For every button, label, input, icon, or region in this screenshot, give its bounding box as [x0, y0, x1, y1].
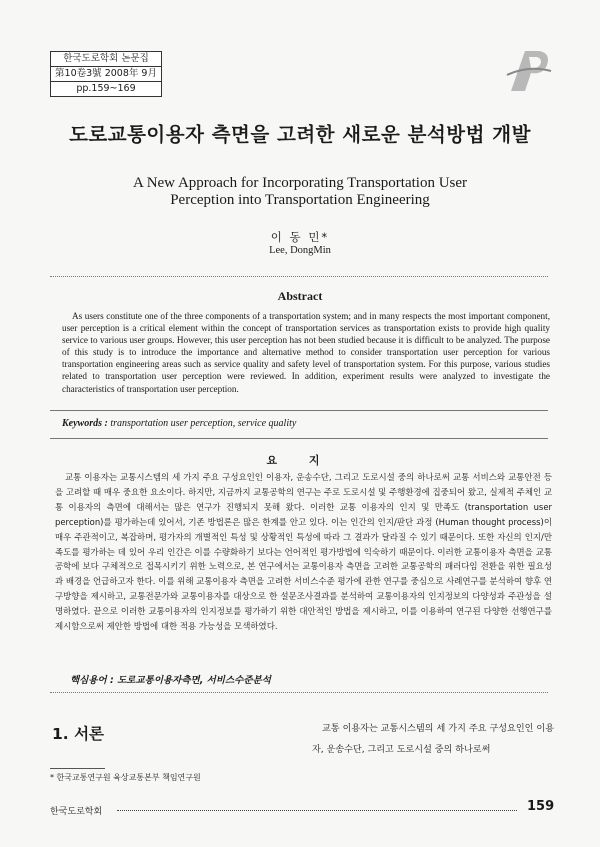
- korean-abstract-heading: 요 지: [266, 454, 334, 467]
- section-body: [312, 719, 554, 761]
- divider: [50, 692, 548, 693]
- abstract-body: [62, 310, 550, 395]
- keywords: [62, 418, 296, 429]
- divider: [50, 276, 548, 277]
- keywords-label: Keywords :: [62, 418, 108, 429]
- title-english: A New Approach for Incorporating Transportation User Perception into Transportation Engineering: [132, 175, 468, 208]
- divider: [50, 410, 548, 411]
- journal-info-box: [50, 51, 162, 97]
- author-english: Lee, DongMin: [269, 245, 331, 256]
- road-society-logo-icon: [503, 45, 553, 95]
- journal-name: 한국도로학회 논문집: [51, 52, 161, 67]
- abstract-heading: Abstract: [277, 289, 323, 303]
- journal-pages: pp.159~169: [76, 83, 136, 94]
- section-text: 교통 이용자는 교통시스템의 세 가지 주요 구성요인인 이용자, 운송수단, 그리고 도로시설 중의 하나로써: [312, 724, 554, 755]
- footnote: * 한국교통연구원 육상교통본부 책임연구원: [50, 773, 201, 782]
- korean-abstract-body: [55, 470, 552, 634]
- author-korean: 이 동 민*: [270, 230, 330, 244]
- title-korean: 도로교통이용자 측면을 고려한 새로운 분석방법 개발: [69, 123, 531, 146]
- keywords-text: transportation user perception, service quality: [110, 418, 297, 429]
- footer-divider: [117, 810, 517, 811]
- journal-issue: 第10卷3號 2008年 9月: [51, 67, 161, 82]
- footer-society: 한국도로학회: [50, 807, 103, 817]
- footnote-divider: [50, 768, 105, 769]
- korean-keywords: 핵심용어 : 도로교통이용자측면, 서비스수준분석: [70, 675, 271, 686]
- section-title: 1. 서론: [52, 725, 105, 743]
- korean-abstract-text: 교통 이용자는 교통시스템의 세 가지 주요 구성요인인 이용자, 운송수단, 그리고 도로시설 중의 하나로써 교통 서비스와 교통안전 등을 고려할 때 매우 중요한 요소이다. 하지만, 지금까지 교통공학의 연구는 주로 도로시설 및 주행환경에 집중되어 왔고, 실제적 주체인 교통 이용자의 측면에 대해서는 많은 연구가 진행되지 못해 왔다. 이러한 교통 이용자의 인지 및 만족도 (transportation user perception)를 평가하는데 있어서, 기존 방법론은 많은 한계를 안고 있다. 이는 인간의 인지/판단 과정 (Human thought process)이 매우 주관적이고, 복잡하며, 평가자의 개별적인 특성 및 상황적인 특성에 따라 그 결과가 달라질 수 있기 때문이다. 또한 자신의 인지/만족도를 평가하는 데 있어 우리 인간은 이를 수량화하기 보다는 언어적인 평가방법에 익숙하기 때문이다. 이러한 교통이용자 측면을 교통공학에 보다 구체적으로 접목시키기 위한 노력으로, 본 연구에서는 교통이용자 측면을 고려한 교통공학의 패러다임 전환을 위한 필요성과 배경을 언급하고자 한다. 이를 위해 교통이용자 측면을 고려한 서비스수준 평가에 관한 연구를 중심으로 사례연구를 분석하여 향후 연구방향을 제시하고, 교통전문가와 교통이용자를 대상으로 한 설문조사결과를 분석하여 교통이용자의 인지정보의 다양성과 주관성을 설명하였다. 끝으로 이러한 교통이용자의 인지정보를 평가하기 위한 대안적인 방법을 제시하고, 이를 이용하여 연구된 다양한 선행연구를 제시함으로써 제안한 방법에 대한 적용 가능성을 모색하였다.: [55, 472, 552, 632]
- page-number: 159: [527, 799, 555, 814]
- divider: [50, 438, 548, 439]
- abstract-text: As users constitute one of the three components of a transportation system; and in many respects the most important component, user perception is a critical element within the concept of transportation services as transportation exists to provide high quality service to various user groups. However, this user perception has not been studied because it is difficult to be analyzed. The purpose of this study is to introduce the importance and alternative method to consider transportation user perception for various transportation engineering areas such as service quality and safety level of transportation system. For this purpose, various studies related to transportation user perception were reviewed. In addition, experiment results were analyzed to investigate the characteristics of transportation user perception.: [62, 311, 550, 394]
